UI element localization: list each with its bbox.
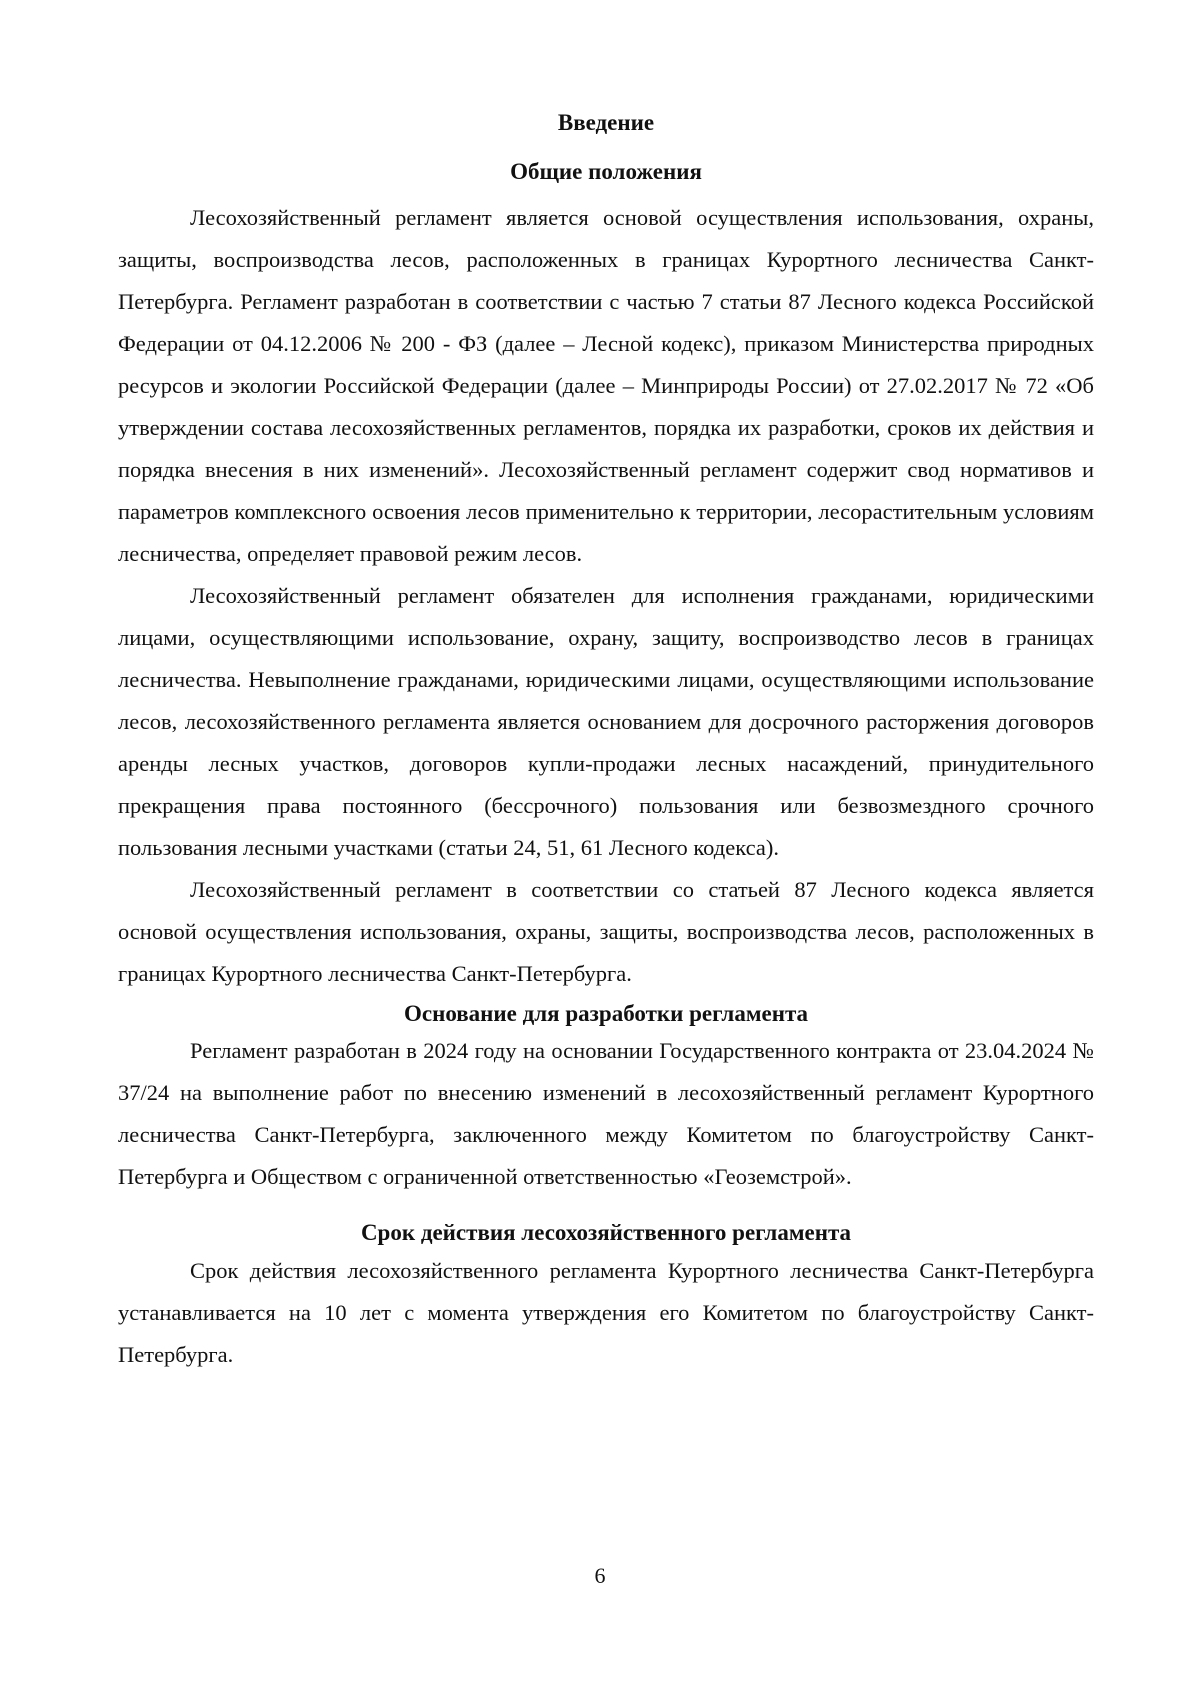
paragraph-validity-term: Срок действия лесохозяйственного регламента Курортного лесничества Санкт-Петербурга устанавливается на 10 лет с момента утверждения его Комитетом по благоустройству Санкт-Петербурга.: [118, 1258, 1094, 1367]
paragraph-regulation-basis: Лесохозяйственный регламент является основой осуществления использования, охраны, защиты, воспроизводства лесов, расположенных в границах Курортного лесничества Санкт-Петербурга. Регламент разработан в соответствии с частью 7 статьи 87 Лесного кодекса Российской Федерации от 04.12.2006 № 200 - ФЗ (далее – Лесной кодекс), приказом Министерства природных ресурсов и экологии Российской Федерации (далее – Минприроды России) от 27.02.2017 № 72 «Об утверждении состава лесохозяйственных регламентов, порядка их разработки, сроков их действия и порядка внесения в них изменений». Лесохозяйственный регламент содержит свод нормативов и параметров комплексного освоения лесов применительно к территории, лесорастительным условиям лесничества, определяет правовой режим лесов.: [118, 205, 1094, 566]
heading-introduction: Введение: [557, 110, 655, 135]
paragraph-contract: Регламент разработан в 2024 году на основании Государственного контракта от 23.04.2024 № 37/24 на выполнение работ по внесению изменений в лесохозяйственный регламент Курортного лесничества Санкт-Петербурга, заключенного между Комитетом по благоустройству Санкт-Петербурга и Обществом с ограниченной ответственностью «Геоземстрой».: [118, 1038, 1094, 1189]
document-page: [118, 108, 1094, 1376]
page-number: 6: [594, 1563, 606, 1588]
paragraph-regulation-article-87: Лесохозяйственный регламент в соответствии со статьей 87 Лесного кодекса является основой осуществления использования, охраны, защиты, воспроизводства лесов, расположенных в границах Курортного лесничества Санкт-Петербурга.: [118, 877, 1094, 986]
heading-general-provisions: Общие положения: [510, 159, 702, 184]
heading-development-basis: Основание для разработки регламента: [403, 1001, 809, 1026]
paragraph-regulation-obligation: Лесохозяйственный регламент обязателен для исполнения гражданами, юридическими лицами, осуществляющими использование, охрану, защиту, воспроизводство лесов в границах лесничества. Невыполнение гражданами, юридическими лицами, осуществляющими использование лесов, лесохозяйственного регламента является основанием для досрочного расторжения договоров аренды лесных участков, договоров купли-продажи лесных насаждений, принудительного прекращения права постоянного (бессрочного) пользования или безвозмездного срочного пользования лесными участками (статьи 24, 51, 61 Лесного кодекса).: [118, 583, 1094, 860]
heading-validity-term: Срок действия лесохозяйственного регламента: [360, 1220, 852, 1245]
